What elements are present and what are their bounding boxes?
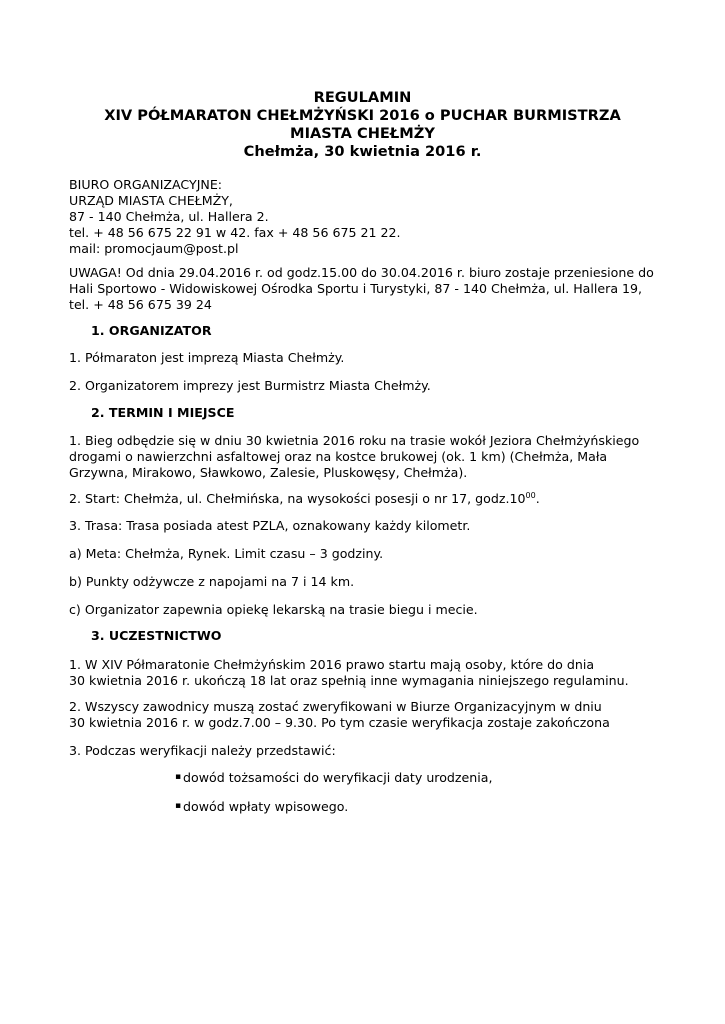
paragraph: a) Meta: Chełmża, Rynek. Limit czasu – 3 godziny.	[69, 546, 384, 561]
section-heading-date-place: 2. TERMIN I MIEJSCE	[91, 405, 235, 420]
paragraph-line: 2. Wszyscy zawodnicy muszą zostać zweryfikowani w Biurze Organizacyjnym w dniu	[69, 699, 602, 714]
event-title: XIV PÓŁMARATON CHEŁMŻYŃSKI 2016 o PUCHAR BURMISTRZA	[104, 107, 621, 124]
bullet-icon: ▪	[175, 801, 182, 811]
bullet-icon: ▪	[175, 772, 182, 782]
notice-line: UWAGA! Od dnia 29.04.2016 r. od godz.15.00 do 30.04.2016 r. biuro zostaje przeniesione do	[69, 265, 654, 280]
paragraph: 3. Trasa: Trasa posiada atest PZLA, oznakowany każdy kilometr.	[69, 518, 471, 533]
office-phone: tel. + 48 56 675 22 91 w 42. fax + 48 56 675 21 22.	[69, 225, 401, 240]
paragraph-line: Grzywna, Mirakowo, Sławkowo, Zalesie, Pluskowęsy, Chełmża).	[69, 465, 468, 480]
event-title-cont: MIASTA CHEŁMŻY	[290, 125, 435, 142]
notice-line: Hali Sportowo - Widowiskowej Ośrodka Sportu i Turystyki, 87 - 140 Chełmża, ul. Hallera 19,	[69, 281, 643, 296]
office-email: mail: promocjaum@post.pl	[69, 241, 239, 256]
start-paragraph	[69, 491, 540, 507]
paragraph: b) Punkty odżywcze z napojami na 7 i 14 km.	[69, 574, 355, 589]
notice-line: tel. + 48 56 675 39 24	[69, 297, 212, 312]
paragraph: c) Organizator zapewnia opiekę lekarską na trasie biegu i mecie.	[69, 602, 478, 617]
paragraph: 2. Organizatorem imprezy jest Burmistrz Miasta Chełmży.	[69, 378, 431, 393]
office-address: 87 - 140 Chełmża, ul. Hallera 2.	[69, 209, 269, 224]
start-time-superscript: 00	[525, 490, 536, 500]
event-date: Chełmża, 30 kwietnia 2016 r.	[243, 143, 482, 160]
document-title: REGULAMIN	[313, 89, 412, 106]
paragraph-line: 30 kwietnia 2016 r. w godz.7.00 – 9.30. Po tym czasie weryfikacja zostaje zakończona	[69, 715, 610, 730]
start-text: 2. Start: Chełmża, ul. Chełmińska, na wysokości posesji o nr 17, godz.10	[69, 491, 526, 506]
paragraph-line: 30 kwietnia 2016 r. ukończą 18 lat oraz spełnią inne wymagania niniejszego regulaminu.	[69, 673, 629, 688]
paragraph-line: drogami o nawierzchni asfaltowej oraz na kostce brukowej (ok. 1 km) (Chełmża, Mała	[69, 449, 608, 464]
paragraph: 1. Półmaraton jest imprezą Miasta Chełmży.	[69, 350, 345, 365]
office-heading: BIURO ORGANIZACYJNE:	[69, 177, 223, 192]
section-heading-organizer: 1. ORGANIZATOR	[91, 323, 212, 338]
section-heading-participation: 3. UCZESTNICTWO	[91, 628, 222, 643]
list-item: dowód tożsamości do weryfikacji daty urodzenia,	[183, 770, 493, 785]
list-item: dowód wpłaty wpisowego.	[183, 799, 349, 814]
paragraph: 3. Podczas weryfikacji należy przedstawić:	[69, 743, 336, 758]
paragraph-line: 1. Bieg odbędzie się w dniu 30 kwietnia 2016 roku na trasie wokół Jeziora Chełmżyńskiego	[69, 433, 640, 448]
start-period: .	[535, 491, 540, 506]
paragraph-line: 1. W XIV Półmaratonie Chełmżyńskim 2016 prawo startu mają osoby, które do dnia	[69, 657, 595, 672]
office-name: URZĄD MIASTA CHEŁMŻY,	[69, 193, 233, 208]
